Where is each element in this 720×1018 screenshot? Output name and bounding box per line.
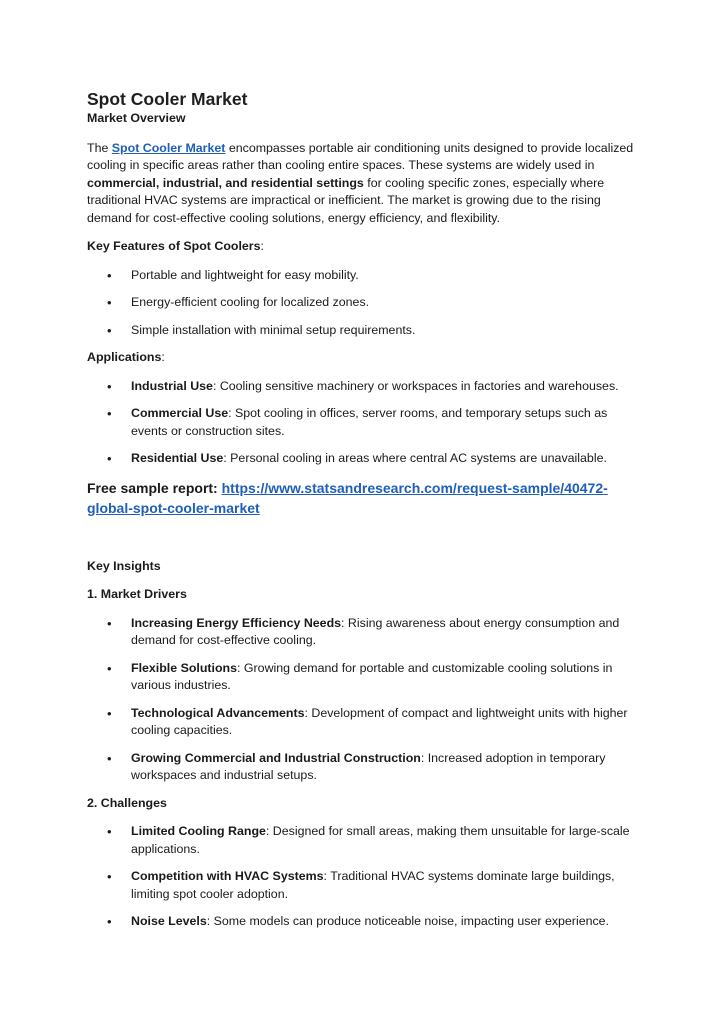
challenges-list bbox=[87, 823, 647, 931]
intro-text: encompasses portable air conditioning units designed to provide localized cooling in specific areas rather than cooling entire spaces. These systems are widely used in bbox=[87, 140, 634, 172]
item-bold: Competition with HVAC Systems bbox=[131, 869, 324, 883]
item-bold: Residential Use bbox=[131, 451, 224, 465]
page-title: Spot Cooler Market bbox=[87, 89, 248, 109]
item-bold: Limited Cooling Range bbox=[131, 824, 266, 838]
item-text: : Increased adoption in temporary workspaces and industrial setups. bbox=[131, 750, 606, 782]
item-bold: Technological Advancements bbox=[131, 705, 305, 720]
list-item bbox=[87, 868, 647, 903]
colon: : bbox=[161, 350, 165, 364]
item-bold: Increasing Energy Efficiency Needs bbox=[131, 615, 342, 630]
drivers-list bbox=[87, 615, 647, 785]
challenges-heading: 2. Challenges bbox=[87, 795, 167, 810]
applications-heading-label: Applications bbox=[87, 350, 162, 364]
list-item bbox=[87, 615, 647, 650]
list-item bbox=[87, 750, 647, 785]
item-text: : Spot cooling in offices, server rooms, and temporary setups such as events or construction sites. bbox=[131, 406, 608, 438]
features-list bbox=[87, 267, 647, 340]
spot-cooler-market-link[interactable]: Spot Cooler Market bbox=[111, 140, 226, 155]
applications-heading bbox=[87, 349, 647, 367]
list-item bbox=[87, 450, 647, 468]
item-bold: Flexible Solutions bbox=[131, 660, 238, 675]
item-bold: Industrial Use bbox=[131, 378, 213, 393]
intro-bold: commercial, industrial, and residential settings bbox=[87, 175, 364, 190]
item-text: : Cooling sensitive machinery or workspaces in factories and warehouses. bbox=[212, 378, 619, 393]
list-item: • Energy-efficient cooling for localized zones. bbox=[87, 294, 647, 312]
intro-text: for cooling specific zones, especially where traditional HVAC systems are impractical or inefficient. The market is growing due to the rising demand for cost-effective cooling solutions, energy efficiency, and flexibility. bbox=[87, 175, 605, 225]
document-content bbox=[87, 88, 647, 941]
item-text: : Traditional HVAC systems dominate large buildings, limiting spot cooler adoption. bbox=[131, 869, 615, 901]
market-drivers-heading: 1. Market Drivers bbox=[87, 587, 187, 601]
list-item: • Simple installation with minimal setup requirements. bbox=[87, 322, 647, 340]
list-item bbox=[87, 378, 647, 396]
subtitle: Market Overview bbox=[87, 111, 186, 125]
item-text: : Personal cooling in areas where central AC systems are unavailable. bbox=[223, 451, 607, 465]
item-text: : Designed for small areas, making them unsuitable for large-scale applications. bbox=[131, 824, 630, 856]
key-insights-heading: Key Insights bbox=[87, 558, 161, 573]
item-bold: Growing Commercial and Industrial Construction bbox=[131, 750, 421, 765]
list-item bbox=[87, 913, 647, 931]
item-text: : Growing demand for portable and customizable cooling solutions in various industries. bbox=[131, 660, 613, 692]
applications-list bbox=[87, 378, 647, 468]
free-sample-report bbox=[87, 478, 647, 518]
features-heading bbox=[87, 238, 647, 256]
sample-report-link[interactable]: https://www.statsandresearch.com/request-sample/40472-global-spot-cooler-market bbox=[87, 479, 608, 516]
list-item bbox=[87, 405, 647, 440]
item-bold: Noise Levels bbox=[131, 914, 207, 928]
intro-text: The bbox=[87, 140, 112, 155]
item-text: : Some models can produce noticeable noise, impacting user experience. bbox=[206, 914, 610, 928]
colon: : bbox=[260, 239, 264, 253]
intro-paragraph bbox=[87, 140, 647, 228]
list-item bbox=[87, 823, 647, 858]
list-item bbox=[87, 705, 647, 740]
item-text: : Rising awareness about energy consumption and demand for cost-effective cooling. bbox=[131, 615, 620, 647]
item-bold: Commercial Use bbox=[131, 406, 229, 420]
features-heading-label: Key Features of Spot Coolers bbox=[87, 239, 261, 253]
item-text: : Development of compact and lightweight units with higher cooling capacities. bbox=[131, 705, 628, 737]
sample-label: Free sample report: bbox=[87, 479, 222, 496]
list-item: • Portable and lightweight for easy mobility. bbox=[87, 267, 647, 285]
list-item bbox=[87, 660, 647, 695]
